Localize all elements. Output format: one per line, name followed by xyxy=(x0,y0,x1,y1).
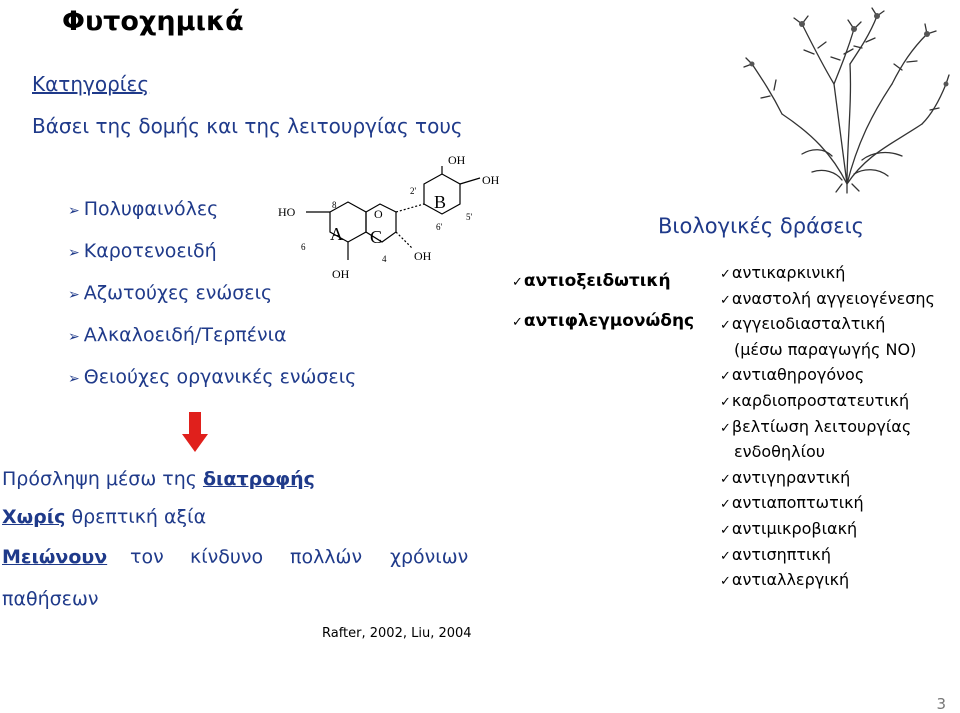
oh-top-label: OH xyxy=(448,153,466,167)
oh-3-label: OH xyxy=(414,249,432,263)
ring-b-label: B xyxy=(434,192,447,212)
bio-right-item: ενδοθηλίου xyxy=(734,442,826,462)
oh-right-label: OH xyxy=(482,173,500,187)
bio-right-item: ✓αντιγηραντική xyxy=(720,467,851,487)
page-number: 3 xyxy=(936,695,946,713)
check-icon: ✓ xyxy=(720,292,731,308)
class-label: Καροτενοειδή xyxy=(83,240,217,262)
class-item xyxy=(68,240,217,262)
risk-word: κίνδυνο xyxy=(190,546,264,568)
position-6-label: 6 xyxy=(301,242,306,252)
bio-right-item: (μέσω παραγωγής NO) xyxy=(734,339,917,359)
check-icon: ✓ xyxy=(512,275,523,290)
risk-word: παθήσεων xyxy=(2,588,99,610)
categories-heading: Κατηγορίες xyxy=(32,72,150,96)
ring-a-label: A xyxy=(330,224,343,244)
intake-line: Πρόσληψη μέσω της διατροφής xyxy=(2,468,315,490)
bio-right-item: ✓αντιμικροβιακή xyxy=(720,519,858,538)
position-2p-label: 2' xyxy=(410,186,417,196)
bio-right-item: ✓αγγειοδιασταλτική xyxy=(720,314,886,334)
position-8-label: 8 xyxy=(332,200,337,210)
class-label: Πολυφαινόλες xyxy=(83,198,219,220)
check-icon: ✓ xyxy=(720,395,731,410)
risk-word: χρόνιων xyxy=(390,546,469,568)
class-item xyxy=(68,198,218,220)
plant-illustration xyxy=(742,4,952,194)
check-icon: ✓ xyxy=(720,548,731,564)
position-6p-label: 6' xyxy=(436,222,443,232)
check-icon: ✓ xyxy=(720,574,731,590)
risk-word: πολλών xyxy=(290,546,363,568)
check-icon: ✓ xyxy=(720,369,731,385)
check-icon: ✓ xyxy=(720,318,731,334)
bio-right-item: ✓αντικαρκινική xyxy=(720,263,846,282)
slide-title: Φυτοχημικά xyxy=(62,6,244,37)
oh-5-label: OH xyxy=(332,267,350,281)
bio-right-item: ✓αναστολή αγγειογένεσης xyxy=(720,288,935,308)
citation: Rafter, 2002, Liu, 2004 xyxy=(322,626,472,641)
bullet-arrow-icon: ➢ xyxy=(68,287,80,303)
oxygen-label: O xyxy=(374,207,383,221)
class-label: Θειούχες οργανικές ενώσεις xyxy=(83,366,357,388)
nutritive-line: Χωρίς θρεπτική αξία xyxy=(2,506,207,528)
risk-word: Μειώνουν xyxy=(2,546,108,568)
class-label: Αζωτούχες ενώσεις xyxy=(83,282,273,304)
class-label: Αλκαλοειδή/Τερπένια xyxy=(83,324,287,346)
bio-right-item: ✓αντιαποπτωτική xyxy=(720,493,864,513)
position-4-label: 4 xyxy=(382,254,387,264)
check-icon: ✓ xyxy=(512,315,523,330)
bio-right-item: ✓καρδιοπροστατευτική xyxy=(720,391,910,410)
flavonoid-structure-diagram xyxy=(270,150,510,290)
without-emphasis: Χωρίς xyxy=(2,506,66,528)
check-icon: ✓ xyxy=(720,267,731,282)
bullet-arrow-icon: ➢ xyxy=(68,245,80,261)
check-icon: ✓ xyxy=(720,471,731,487)
ho-label: HO xyxy=(278,205,296,219)
diet-emphasis: διατροφής xyxy=(202,468,315,490)
check-icon: ✓ xyxy=(720,497,731,513)
biological-actions-heading: Βιολογικές δράσεις xyxy=(658,214,865,238)
check-icon: ✓ xyxy=(720,420,731,436)
bio-left-item: ✓αντιοξειδωτική xyxy=(512,271,671,291)
bio-right-item: ✓αντιαλλεργική xyxy=(720,570,850,590)
basis-text: Βάσει της δομής και της λειτουργίας τους xyxy=(32,114,463,138)
class-item xyxy=(68,366,356,388)
class-item xyxy=(68,324,287,346)
bio-right-item: ✓βελτίωση λειτουργίας xyxy=(720,416,912,436)
risk-word: τον xyxy=(130,546,164,568)
check-icon: ✓ xyxy=(720,523,731,538)
bullet-arrow-icon: ➢ xyxy=(68,329,80,345)
bullet-arrow-icon: ➢ xyxy=(68,203,80,219)
bio-left-item: ✓αντιφλεγμονώδης xyxy=(512,311,695,331)
ring-c-label: C xyxy=(370,227,383,247)
bullet-arrow-icon: ➢ xyxy=(68,371,80,387)
class-item xyxy=(68,282,272,304)
bio-right-item: ✓αντισηπτική xyxy=(720,544,831,564)
position-5p-label: 5' xyxy=(466,212,473,222)
bio-right-item: ✓αντιαθηρογόνος xyxy=(720,365,865,385)
down-arrow-icon xyxy=(180,412,210,454)
